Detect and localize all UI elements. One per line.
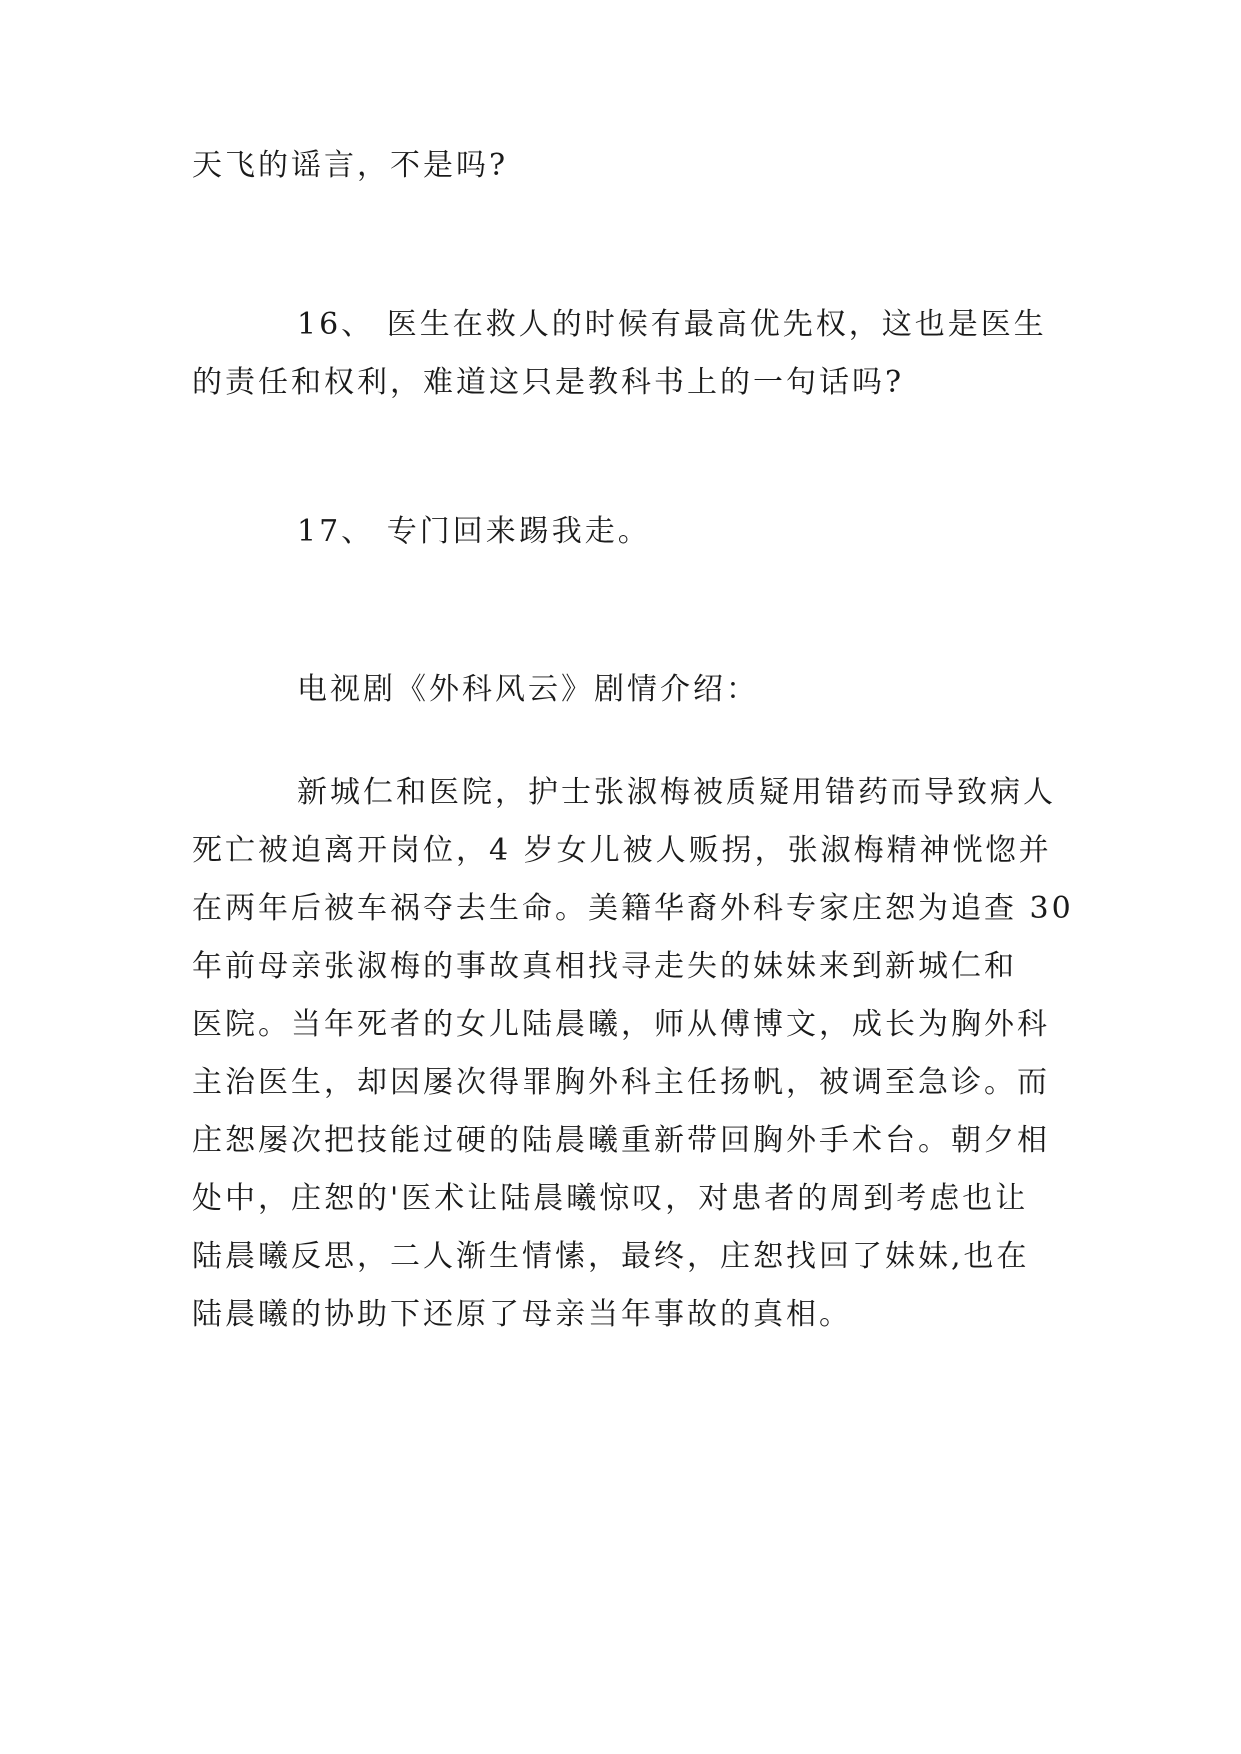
text-line: 年前母亲张淑梅的事故真相找寻走失的妹妹来到新城仁和 <box>192 949 1017 984</box>
text-line: 陆晨曦的协助下还原了母亲当年事故的真相。 <box>192 1297 852 1332</box>
text-line: 医院。当年死者的女儿陆晨曦，师从傅博文，成长为胸外科 <box>192 1007 1050 1042</box>
text-line: 天飞的谣言，不是吗? <box>192 148 509 183</box>
plot-summary-paragraph <box>192 764 1074 1344</box>
paragraph-continuation <box>192 137 1052 195</box>
text-line: 新城仁和医院，护士张淑梅被质疑用错药而导致病人 <box>297 775 1056 810</box>
text-line: 处中，庄恕的'医术让陆晨曦惊叹，对患者的周到考虑也让 <box>192 1181 1029 1216</box>
text-line: 在两年后被车祸夺去生命。美籍华裔外科专家庄恕为追查 30 <box>192 891 1074 926</box>
text-line: 主治医生，却因屡次得罪胸外科主任扬帆，被调至急诊。而 <box>192 1065 1050 1100</box>
paragraph-item-16 <box>192 296 1052 412</box>
text-line: 17、 专门回来踢我走。 <box>297 514 651 549</box>
text-line: 的责任和权利，难道这只是教科书上的一句话吗? <box>192 365 905 400</box>
text-line: 陆晨曦反思，二人渐生情愫，最终，庄恕找回了妹妹,也在 <box>192 1239 1030 1274</box>
text-line: 庄恕屡次把技能过硬的陆晨曦重新带回胸外手术台。朝夕相 <box>192 1123 1050 1158</box>
text-line: 电视剧《外科风云》剧情介绍： <box>297 672 759 707</box>
paragraph-item-17 <box>192 503 1052 561</box>
section-heading <box>192 661 1052 719</box>
text-line: 16、 医生在救人的时候有最高优先权，这也是医生 <box>297 307 1047 342</box>
text-line: 死亡被迫离开岗位，4 岁女儿被人贩拐，张淑梅精神恍惚并 <box>192 833 1052 868</box>
